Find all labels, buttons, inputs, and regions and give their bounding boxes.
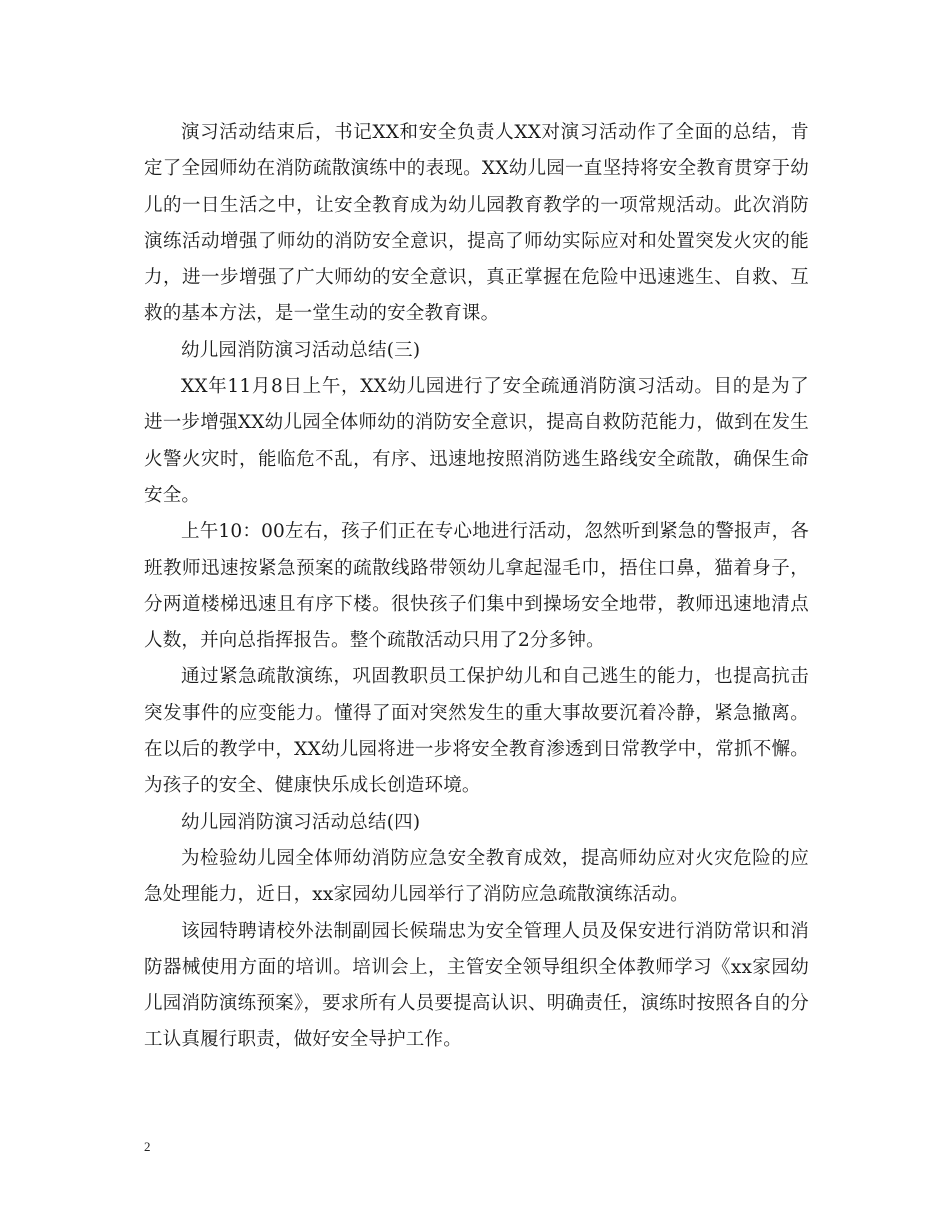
section-heading-3: 幼儿园消防演习活动总结(三): [181, 339, 421, 361]
paragraph-drill-process: 上午10：00左右，孩子们正在专心地进行活动，忽然听到紧急的警报声，各班教师迅速按紧急预案的疏散线路带领幼儿拿起湿毛巾，捂住口鼻，猫着身子，分两道楼梯迅速且有序下楼。很快孩子们集中到操场安全地带，教师迅速地清点人数，并向总指挥报告。整个疏散活动只用了2分多钟。: [144, 521, 809, 652]
paragraph-summary: 演习活动结束后，书记XX和安全负责人XX对演习活动作了全面的总结，肯定了全园师幼在消防疏散演练中的表现。XX幼儿园一直坚持将安全教育贯穿于幼儿的一日生活之中，让安全教育成为幼儿园教育教学的一项常规活动。此次消防演练活动增强了师幼的消防安全意识，提高了师幼实际应对和处置突发火灾的能力，进一步增强了广大师幼的安全意识，真正掌握在危险中迅速逃生、自救、互救的基本方法，是一堂生动的安全教育课。: [144, 122, 809, 325]
section-heading-4: 幼儿园消防演习活动总结(四): [181, 811, 421, 833]
page-number: 2: [144, 1139, 151, 1154]
paragraph-drill-intro: XX年11月8日上午，XX幼儿园进行了安全疏通消防演习活动。目的是为了进一步增强XX幼儿园全体师幼的消防安全意识，提高自救防范能力，做到在发生火警火灾时，能临危不乱，有序、迅速地按照消防逃生路线安全疏散，确保生命安全。: [144, 376, 809, 506]
paragraph-training: 该园特聘请校外法制副园长候瑞忠为安全管理人员及保安进行消防常识和消防器械使用方面的培训。培训会上，主管安全领导组织全体教师学习《xx家园幼儿园消防演练预案》，要求所有人员要提高认识、明确责任，演练时按照各自的分工认真履行职责，做好安全导护工作。: [144, 920, 809, 1051]
paragraph-emergency-drill: 为检验幼儿园全体师幼消防应急安全教育成效，提高师幼应对火灾危险的应急处理能力，近日，xx家园幼儿园举行了消防应急疏散演练活动。: [144, 847, 809, 906]
paragraph-drill-outcome: 通过紧急疏散演练，巩固教职员工保护幼儿和自己逃生的能力，也提高抗击突发事件的应变能力。懂得了面对突然发生的重大事故要沉着冷静，紧急撤离。在以后的教学中，XX幼儿园将进一步将安全教育渗透到日常教学中，常抓不懈。为孩子的安全、健康快乐成长创造环境。: [144, 666, 809, 797]
document-body: [144, 115, 809, 1059]
